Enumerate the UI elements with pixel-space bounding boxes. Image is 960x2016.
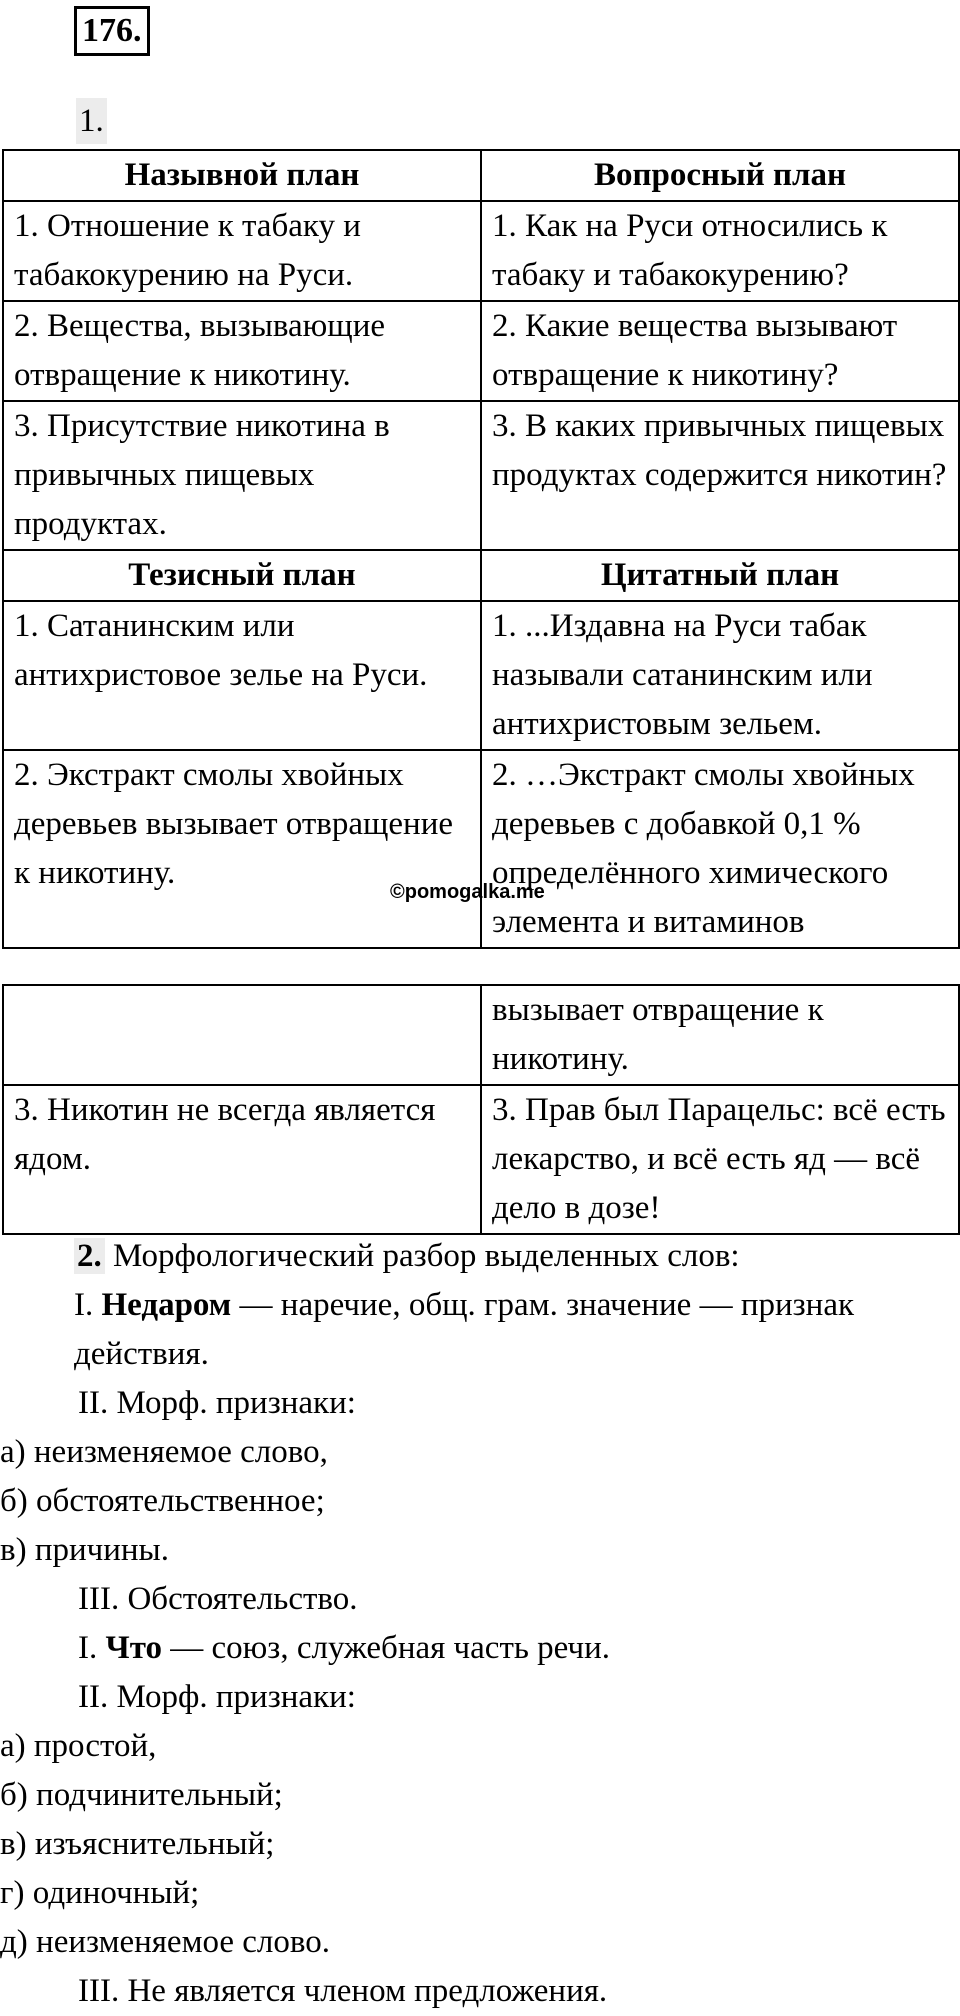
table-row [3, 985, 959, 1085]
table-cell: 2. Какие вещества вызывают отвращение к никотину? [481, 301, 959, 401]
list-item: а) неизменяемое слово, [0, 1434, 328, 1470]
header-question-plan: Вопросный план [481, 150, 959, 201]
list-item: г) одиночный; [0, 1875, 200, 1911]
morph-features-heading: II. Морф. признаки: [78, 1385, 356, 1421]
table-row [3, 601, 959, 750]
list-item: б) обстоятельственное; [0, 1483, 325, 1519]
word-description: — союз, служебная часть речи. [162, 1630, 610, 1666]
table-cell: 1. Как на Руси относились к табаку и табакокурению? [481, 201, 959, 301]
part-number: 1. [76, 98, 107, 144]
header-thesis-plan: Тезисный план [3, 550, 481, 601]
word1-definition [0, 1281, 960, 1379]
roman-numeral: I. [78, 1630, 106, 1666]
table-cell: 2. …Экстракт смолы хвойных деревьев с добавкой 0,1 % определённого химического элемента и витаминов [481, 750, 959, 948]
task-number: 176. [74, 6, 150, 56]
header-nominative-plan: Назывной план [3, 150, 481, 201]
table-cell: 1. Отношение к табаку и табакокурению на Руси. [3, 201, 481, 301]
table-cell: 3. Присутствие никотина в привычных пищевых продуктах. [3, 401, 481, 550]
morph-features-heading: II. Морф. признаки: [78, 1679, 356, 1715]
word-description: — наречие, общ. грам. значение — признак действия. [74, 1287, 855, 1372]
roman-numeral: I. [74, 1287, 102, 1323]
table-header-row [3, 150, 959, 201]
list-item: в) изъяснительный; [0, 1826, 275, 1862]
watermark: ©pomogalka.me [390, 881, 545, 903]
section-title: Морфологический разбор выделенных слов: [104, 1238, 740, 1274]
list-item: в) причины. [0, 1532, 169, 1568]
table-cell: вызывает отвращение к никотину. [481, 985, 959, 1085]
table-header-row [3, 550, 959, 601]
morphological-analysis-section [0, 1232, 960, 2016]
table-cell [3, 985, 481, 1085]
table-cell: 3. В каких привычных пищевых продуктах содержится никотин? [481, 401, 959, 550]
table-row [3, 301, 959, 401]
table-cell: 2. Вещества, вызывающие отвращение к никотину. [3, 301, 481, 401]
table-cell: 2. Экстракт смолы хвойных деревьев вызывает отвращение к никотину. [3, 750, 481, 948]
analyzed-word: Недаром [101, 1287, 232, 1323]
table-cell: 1. ...Издавна на Руси табак называли сатанинским или антихристовым зельем. [481, 601, 959, 750]
table-row [3, 1085, 959, 1234]
plans-table [2, 149, 960, 949]
table-row [3, 750, 959, 948]
analyzed-word: Что [105, 1630, 162, 1666]
plans-table-continued [2, 984, 960, 1235]
word2-definition [0, 1624, 960, 1673]
table-row [3, 201, 959, 301]
section-heading [0, 1232, 960, 1281]
list-item: б) подчинительный; [0, 1777, 283, 1813]
syntactic-role: III. Не является членом предложения. [78, 1973, 608, 2009]
section-number: 2. [74, 1238, 105, 1274]
header-quote-plan: Цитатный план [481, 550, 959, 601]
table-cell: 3. Прав был Парацельс: всё есть лекарство, и всё есть яд — всё дело в дозе! [481, 1085, 959, 1234]
table-cell: 1. Сатанинским или антихристовое зелье на Руси. [3, 601, 481, 750]
list-item: а) простой, [0, 1728, 157, 1764]
table-row [3, 401, 959, 550]
syntactic-role: III. Обстоятельство. [78, 1581, 358, 1617]
table-cell: 3. Никотин не всегда является ядом. [3, 1085, 481, 1234]
list-item: д) неизменяемое слово. [0, 1924, 330, 1960]
